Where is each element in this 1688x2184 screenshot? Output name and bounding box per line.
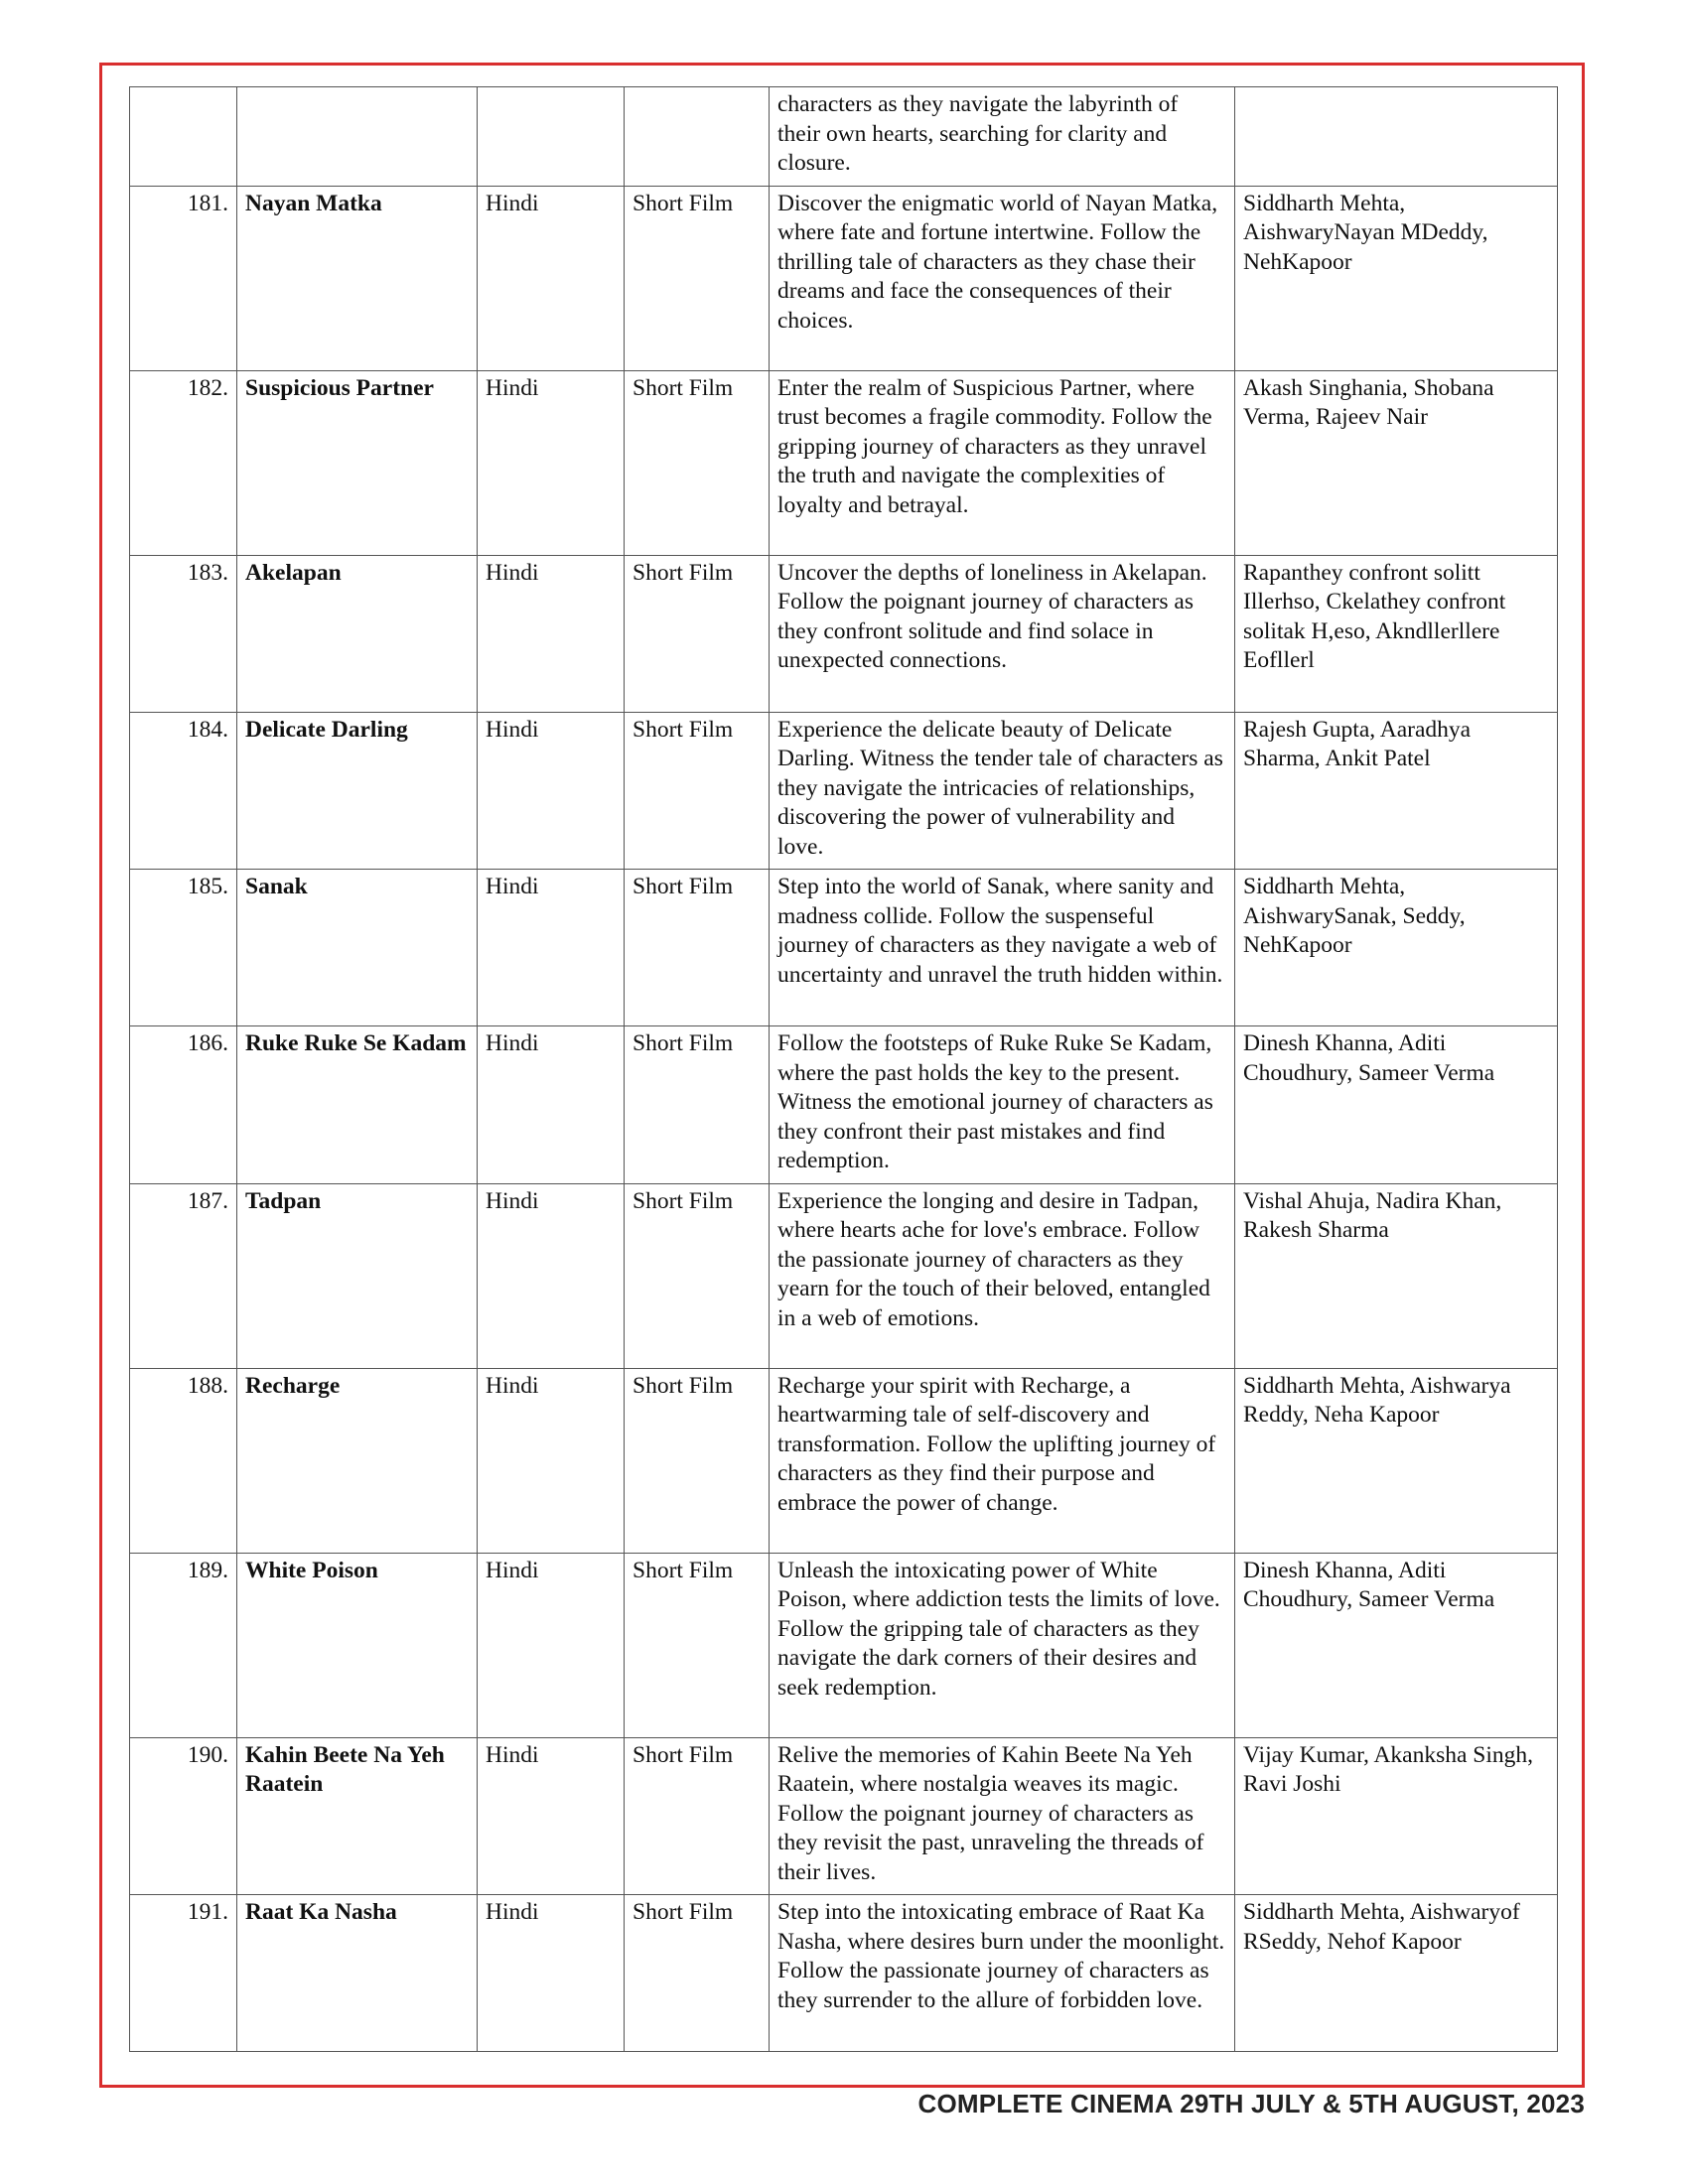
cell-cast: Vijay Kumar, Akanksha Singh, Ravi Joshi — [1235, 1737, 1558, 1895]
table-row — [130, 712, 1558, 870]
cell-title: Suspicious Partner — [237, 370, 478, 555]
cell-language — [478, 87, 625, 187]
cell-language: Hindi — [478, 870, 625, 1026]
cell-cast: Siddharth Mehta, AishwaryNayan MDeddy, NehKapoor — [1235, 186, 1558, 370]
table-row — [130, 1895, 1558, 2052]
cell-language: Hindi — [478, 1026, 625, 1184]
cell-title: White Poison — [237, 1553, 478, 1737]
table-row — [130, 370, 1558, 555]
cell-title: Delicate Darling — [237, 712, 478, 870]
cell-description: Step into the world of Sanak, where sanity and madness collide. Follow the suspenseful journey of characters as they navigate a web of uncertainty and unravel the truth hidden within. — [770, 870, 1235, 1026]
cell-language: Hindi — [478, 370, 625, 555]
cell-language: Hindi — [478, 1553, 625, 1737]
cell-language: Hindi — [478, 1737, 625, 1895]
table-row — [130, 870, 1558, 1026]
cell-description: Unleash the intoxicating power of White Poison, where addiction tests the limits of love. Follow the gripping tale of characters as they navigate the dark corners of their desires and seek redemption. — [770, 1553, 1235, 1737]
cell-cast: Akash Singhania, Shobana Verma, Rajeev Nair — [1235, 370, 1558, 555]
cell-title: Akelapan — [237, 555, 478, 712]
cell-description: characters as they navigate the labyrinth of their own hearts, searching for clarity and closure. — [770, 87, 1235, 187]
cell-no: 185. — [130, 870, 237, 1026]
cell-description: Experience the delicate beauty of Delicate Darling. Witness the tender tale of characters as they navigate the intricacies of relationships, discovering the power of vulnerability and love. — [770, 712, 1235, 870]
cell-description: Step into the intoxicating embrace of Raat Ka Nasha, where desires burn under the moonlight. Follow the passionate journey of characters as they surrender to the allure of forbidden love. — [770, 1895, 1235, 2052]
cell-language: Hindi — [478, 1895, 625, 2052]
cell-type: Short Film — [625, 186, 770, 370]
cell-language: Hindi — [478, 555, 625, 712]
cell-description: Relive the memories of Kahin Beete Na Yeh Raatein, where nostalgia weaves its magic. Follow the poignant journey of characters as they revisit the past, unraveling the threads of their lives. — [770, 1737, 1235, 1895]
cell-description: Recharge your spirit with Recharge, a heartwarming tale of self-discovery and transformation. Follow the uplifting journey of characters as they find their purpose and embrace the power of change. — [770, 1368, 1235, 1553]
cell-title: Tadpan — [237, 1183, 478, 1368]
cell-no: 188. — [130, 1368, 237, 1553]
table-row — [130, 186, 1558, 370]
cell-no: 186. — [130, 1026, 237, 1184]
continued-row — [130, 87, 1558, 187]
table-row — [130, 1737, 1558, 1895]
table-row — [130, 1026, 1558, 1184]
cell-no — [130, 87, 237, 187]
film-listing-table — [129, 86, 1558, 2052]
footer-publication-line: COMPLETE CINEMA 29TH JULY & 5TH AUGUST, 2023 — [917, 2089, 1585, 2118]
cell-type: Short Film — [625, 1737, 770, 1895]
cell-cast: Siddharth Mehta, Aishwaryof RSeddy, Nehof Kapoor — [1235, 1895, 1558, 2052]
table-row — [130, 555, 1558, 712]
cell-language: Hindi — [478, 1183, 625, 1368]
table-row — [130, 1368, 1558, 1553]
cell-cast: Siddharth Mehta, AishwarySanak, Seddy, NehKapoor — [1235, 870, 1558, 1026]
cell-title: Ruke Ruke Se Kadam — [237, 1026, 478, 1184]
cell-type: Short Film — [625, 555, 770, 712]
cell-type: Short Film — [625, 1026, 770, 1184]
cell-no: 181. — [130, 186, 237, 370]
cell-no: 190. — [130, 1737, 237, 1895]
cell-no: 184. — [130, 712, 237, 870]
cell-cast: Dinesh Khanna, Aditi Choudhury, Sameer Verma — [1235, 1026, 1558, 1184]
cell-title: Raat Ka Nasha — [237, 1895, 478, 2052]
cell-no: 183. — [130, 555, 237, 712]
cell-cast — [1235, 87, 1558, 187]
cell-cast: Rajesh Gupta, Aaradhya Sharma, Ankit Patel — [1235, 712, 1558, 870]
cell-type: Short Film — [625, 370, 770, 555]
cell-title: Recharge — [237, 1368, 478, 1553]
cell-cast: Siddharth Mehta, Aishwarya Reddy, Neha Kapoor — [1235, 1368, 1558, 1553]
cell-no: 182. — [130, 370, 237, 555]
cell-description: Follow the footsteps of Ruke Ruke Se Kadam, where the past holds the key to the present. Witness the emotional journey of characters as they confront their past mistakes and find redemption. — [770, 1026, 1235, 1184]
film-listing-body — [130, 87, 1558, 2052]
cell-no: 187. — [130, 1183, 237, 1368]
cell-type: Short Film — [625, 870, 770, 1026]
cell-title — [237, 87, 478, 187]
cell-type — [625, 87, 770, 187]
cell-title: Kahin Beete Na Yeh Raatein — [237, 1737, 478, 1895]
cell-cast: Rapanthey confront solitt Illerhso, Ckelathey confront solitak H,eso, Akndllerllere Eofllerl — [1235, 555, 1558, 712]
cell-type: Short Film — [625, 712, 770, 870]
cell-language: Hindi — [478, 712, 625, 870]
cell-no: 191. — [130, 1895, 237, 2052]
table-row — [130, 1183, 1558, 1368]
table-row — [130, 1553, 1558, 1737]
cell-description: Uncover the depths of loneliness in Akelapan. Follow the poignant journey of characters as they confront solitude and find solace in unexpected connections. — [770, 555, 1235, 712]
cell-language: Hindi — [478, 186, 625, 370]
cell-cast: Vishal Ahuja, Nadira Khan, Rakesh Sharma — [1235, 1183, 1558, 1368]
cell-title: Sanak — [237, 870, 478, 1026]
cell-type: Short Film — [625, 1895, 770, 2052]
cell-type: Short Film — [625, 1368, 770, 1553]
cell-no: 189. — [130, 1553, 237, 1737]
cell-language: Hindi — [478, 1368, 625, 1553]
cell-type: Short Film — [625, 1183, 770, 1368]
cell-type: Short Film — [625, 1553, 770, 1737]
cell-description: Discover the enigmatic world of Nayan Matka, where fate and fortune intertwine. Follow the thrilling tale of characters as they chase their dreams and face the consequences of their choices. — [770, 186, 1235, 370]
cell-description: Experience the longing and desire in Tadpan, where hearts ache for love's embrace. Follow the passionate journey of characters as they yearn for the touch of their beloved, entangled in a web of emotions. — [770, 1183, 1235, 1368]
cell-cast: Dinesh Khanna, Aditi Choudhury, Sameer Verma — [1235, 1553, 1558, 1737]
cell-description: Enter the realm of Suspicious Partner, where trust becomes a fragile commodity. Follow the gripping journey of characters as they unravel the truth and navigate the complexities of loyalty and betrayal. — [770, 370, 1235, 555]
cell-title: Nayan Matka — [237, 186, 478, 370]
